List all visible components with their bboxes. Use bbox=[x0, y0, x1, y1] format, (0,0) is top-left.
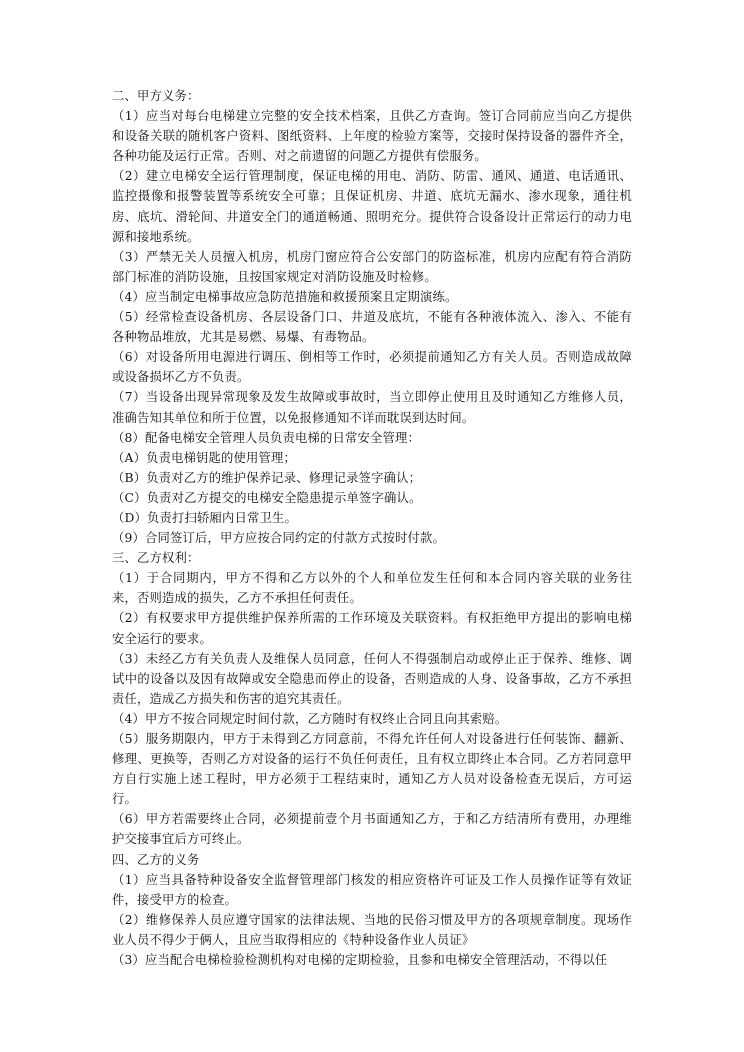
clause-3-2: （2）有权要求甲方提供维护保养所需的工作环境及关联资料。有权拒绝甲方提出的影响电梯安全运行的要求。 bbox=[112, 611, 632, 646]
clause-4-1: （1）应当具备特种设备安全监督管理部门核发的相应资格许可证及工作人员操作证等有效证件，接受甲方的检查。 bbox=[112, 872, 632, 907]
clause-3-1: （1）于合同期内，甲方不得和乙方以外的个人和单位发生任何和本合同内容关联的业务往来，否则造成的损失，乙方不承担任何责任。 bbox=[112, 571, 632, 606]
section-heading-3: 三、乙方权利： bbox=[112, 551, 200, 566]
section-heading-2: 二、甲方义务： bbox=[112, 89, 200, 103]
clause-3-3: （3）未经乙方有关负责人及维保人员同意，任何人不得强制启动或停止正于保养、维修、调试中的设备以及因有故障或安全隐患而停止的设备，否则造成的人身、设备事故，乙方不承担责任，造成乙方损失和伤害的追究其责任。 bbox=[112, 651, 632, 706]
clause-2-9: （9）合同签订后，甲方应按合同约定的付款方式按时付款。 bbox=[112, 531, 445, 546]
clause-2-8-b: （B）负责对乙方的维护保养记录、修理记录签字确认； bbox=[112, 470, 422, 485]
clause-2-2: （2）建立电梯安全运行管理制度，保证电梯的用电、消防、防雷、通风、通道、电话通讯、监控摄像和报警装置等系统安全可靠；且保证机房、井道、底坑无漏水、渗水现象，通往机房、底坑、滑轮间、井道安全门的通道畅通、照明充分。提供符合设备设计正常运行的动力电源和接地系统。 bbox=[112, 169, 632, 244]
clause-2-4: （4）应当制定电梯事故应急防范措施和救援预案且定期演练。 bbox=[112, 289, 458, 304]
clause-2-3: （3）严禁无关人员擅入机房，机房门窗应符合公安部门的防盗标准，机房内应配有符合消防部门标准的消防设施，且按国家规定对消防设施及时检修。 bbox=[112, 249, 632, 284]
clause-2-8-d: （D）负责打扫轿厢内日常卫生。 bbox=[112, 510, 298, 525]
clause-4-2: （2）维修保养人员应遵守国家的法律法规、当地的民俗习惯及甲方的各项规章制度。现场作业人员不得少于俩人，且应当取得相应的《特种设备作业人员证》 bbox=[112, 912, 632, 947]
document-body bbox=[112, 86, 632, 970]
clause-2-6: （6）对设备所用电源进行调压、倒相等工作时，必须提前通知乙方有关人员。否则造成故障或设备损坏乙方不负责。 bbox=[112, 350, 632, 385]
clause-2-8-c: （C）负责对乙方提交的电梯安全隐患提示单签字确认。 bbox=[112, 490, 422, 505]
clause-2-8: （8）配备电梯安全管理人员负责电梯的日常安全管理： bbox=[112, 430, 420, 445]
clause-4-3: （3）应当配合电梯检验检测机构对电梯的定期检验，且参和电梯安全管理活动，不得以任 bbox=[112, 953, 608, 968]
clause-2-5: （5）经常检查设备机房、各层设备门口、井道及底坑，不能有各种液体流入、渗入、不能有各种物品堆放，尤其是易燃、易爆、有毒物品。 bbox=[112, 310, 632, 345]
clause-2-8-a: （A）负责电梯钥匙的使用管理； bbox=[112, 450, 297, 465]
clause-3-6: （6）甲方若需要终止合同，必须提前壹个月书面通知乙方，于和乙方结清所有费用，办理维护交接事宜后方可终止。 bbox=[112, 812, 632, 847]
clause-3-5: （5）服务期限内，甲方于未得到乙方同意前，不得允许任何人对设备进行任何装饰、翻新、修理、更换等，否则乙方对设备的运行不负任何责任，且有权立即终止本合同。乙方若同意甲方自行实施上述工程时，甲方必须于工程结束时，通知乙方人员对设备检查无误后，方可运行。 bbox=[112, 732, 632, 807]
clause-2-7: （7）当设备出现异常现象及发生故障或事故时，当立即停止使用且及时通知乙方维修人员，准确告知其单位和所于位置，以免报修通知不详而耽误到达时间。 bbox=[112, 390, 632, 425]
section-heading-4: 四、乙方的义务 bbox=[112, 852, 200, 867]
clause-2-1: （1）应当对每台电梯建立完整的安全技术档案，且供乙方查询。签订合同前应当向乙方提供和设备关联的随机客户资料、图纸资料、上年度的检验方案等，交接时保持设备的器件齐全，各种功能及运行正常。否则、对之前遗留的问题乙方提供有偿服务。 bbox=[112, 109, 632, 164]
clause-3-4: （4）甲方不按合同规定时间付款，乙方随时有权终止合同且向其索赔。 bbox=[112, 711, 508, 726]
